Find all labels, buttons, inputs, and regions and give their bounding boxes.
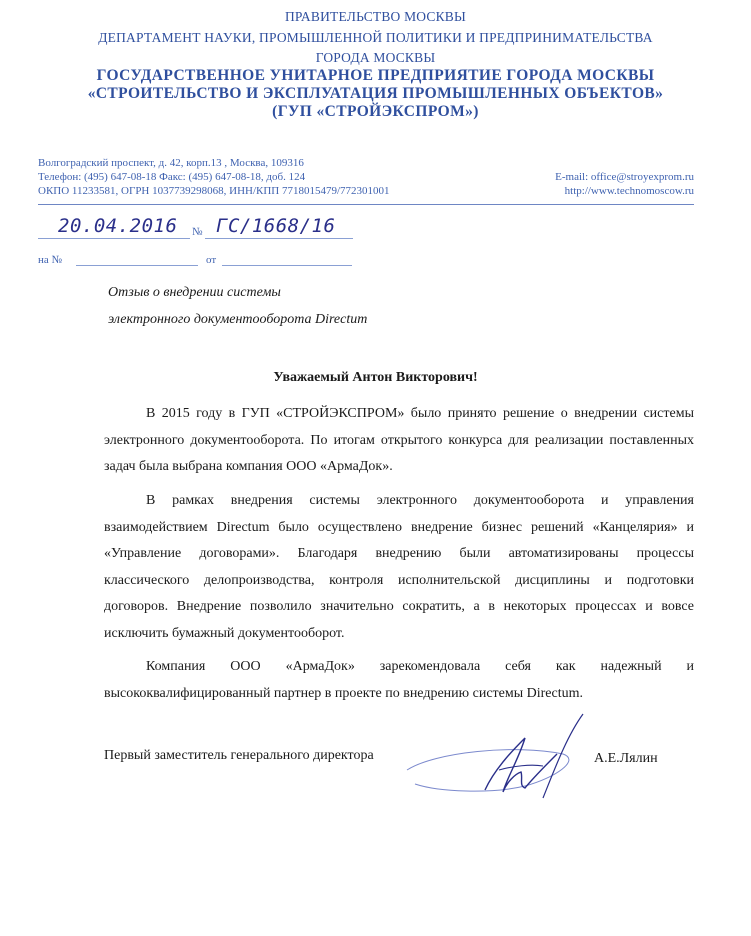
email-text: E-mail: office@stroyexprom.ru <box>555 171 694 183</box>
reference-date-line <box>222 265 352 266</box>
number-underline <box>205 238 353 239</box>
codes-text: ОКПО 11233581, ОГРН 1037739298068, ИНН/КПП 7718015479/772301001 <box>38 185 390 197</box>
paragraph-3-text: Компания ООО «АрмаДок» зарекомендовала себя как надежный и высококвалифицированный партнер в проекте по внедрению системы Directum. <box>104 659 694 701</box>
letterhead-divider <box>38 204 694 205</box>
contact-block-left <box>38 156 390 198</box>
signatory-name: А.Е.Лялин <box>594 751 658 766</box>
address-text: Волгоградский проспект, д. 42, корп.13 , Москва, 109316 <box>38 157 304 169</box>
number-label: № <box>192 226 203 238</box>
reference-number-label: на № <box>38 254 63 266</box>
organization-short-name: (ГУП «СТРОЙЭКСПРОМ») <box>272 103 479 120</box>
reference-date-label: от <box>206 254 217 266</box>
paragraph-1-text: В 2015 году в ГУП «СТРОЙЭКСПРОМ» было принято решение о внедрении системы электронного документооборота. По итогам открытого конкурса для реализации поставленных задач была выбрана компания ООО «АрмаДок». <box>104 406 694 474</box>
subject-line1: Отзыв о внедрении системы <box>108 285 281 300</box>
date-underline <box>38 238 190 239</box>
organization-name-line2: «СТРОИТЕЛЬСТВО И ЭКСПЛУАТАЦИЯ ПРОМЫШЛЕННЫХ ОБЪЕКТОВ» <box>87 85 664 102</box>
handwritten-date: 20.04.2016 <box>58 215 178 237</box>
handwritten-signature <box>395 708 595 818</box>
contact-block-right <box>555 170 694 198</box>
handwritten-number: ГС/1668/16 <box>216 215 336 237</box>
signatory-title: Первый заместитель генерального директора <box>104 748 374 763</box>
body-paragraph-1 <box>104 401 694 481</box>
website-text: http://www.technomoscow.ru <box>564 185 694 197</box>
greeting: Уважаемый Антон Викторович! <box>273 370 478 385</box>
city-line: ГОРОДА МОСКВЫ <box>315 50 436 65</box>
subject-line2: электронного документооборота Directum <box>108 312 368 327</box>
reference-number-line <box>76 265 198 266</box>
phone-text: Телефон: (495) 647-08-18 Факс: (495) 647-08-18, доб. 124 <box>38 171 306 183</box>
organization-name-line1: ГОСУДАРСТВЕННОЕ УНИТАРНОЕ ПРЕДПРИЯТИЕ ГОРОДА МОСКВЫ <box>96 67 655 84</box>
paragraph-2-text: В рамках внедрения системы электронного документооборота и управления взаимодействием Directum было осуществлено внедрение бизнес решений «Канцелярия» и «Управление договорами». Благодаря внедрению были автоматизированы процессы классического делопроизводства, контроля исполнительской дисциплины и подготовки договоров. Внедрение позволило значительно сократить, а в некоторых процессах и вовсе исключить бумажный документооборот. <box>104 493 694 641</box>
body-paragraph-3 <box>104 654 694 707</box>
government-line: ПРАВИТЕЛЬСТВО МОСКВЫ <box>284 9 466 24</box>
department-line: ДЕПАРТАМЕНТ НАУКИ, ПРОМЫШЛЕННОЙ ПОЛИТИКИ И ПРЕДПРИНИМАТЕЛЬСТВА <box>98 30 653 45</box>
body-paragraph-2 <box>104 488 694 647</box>
